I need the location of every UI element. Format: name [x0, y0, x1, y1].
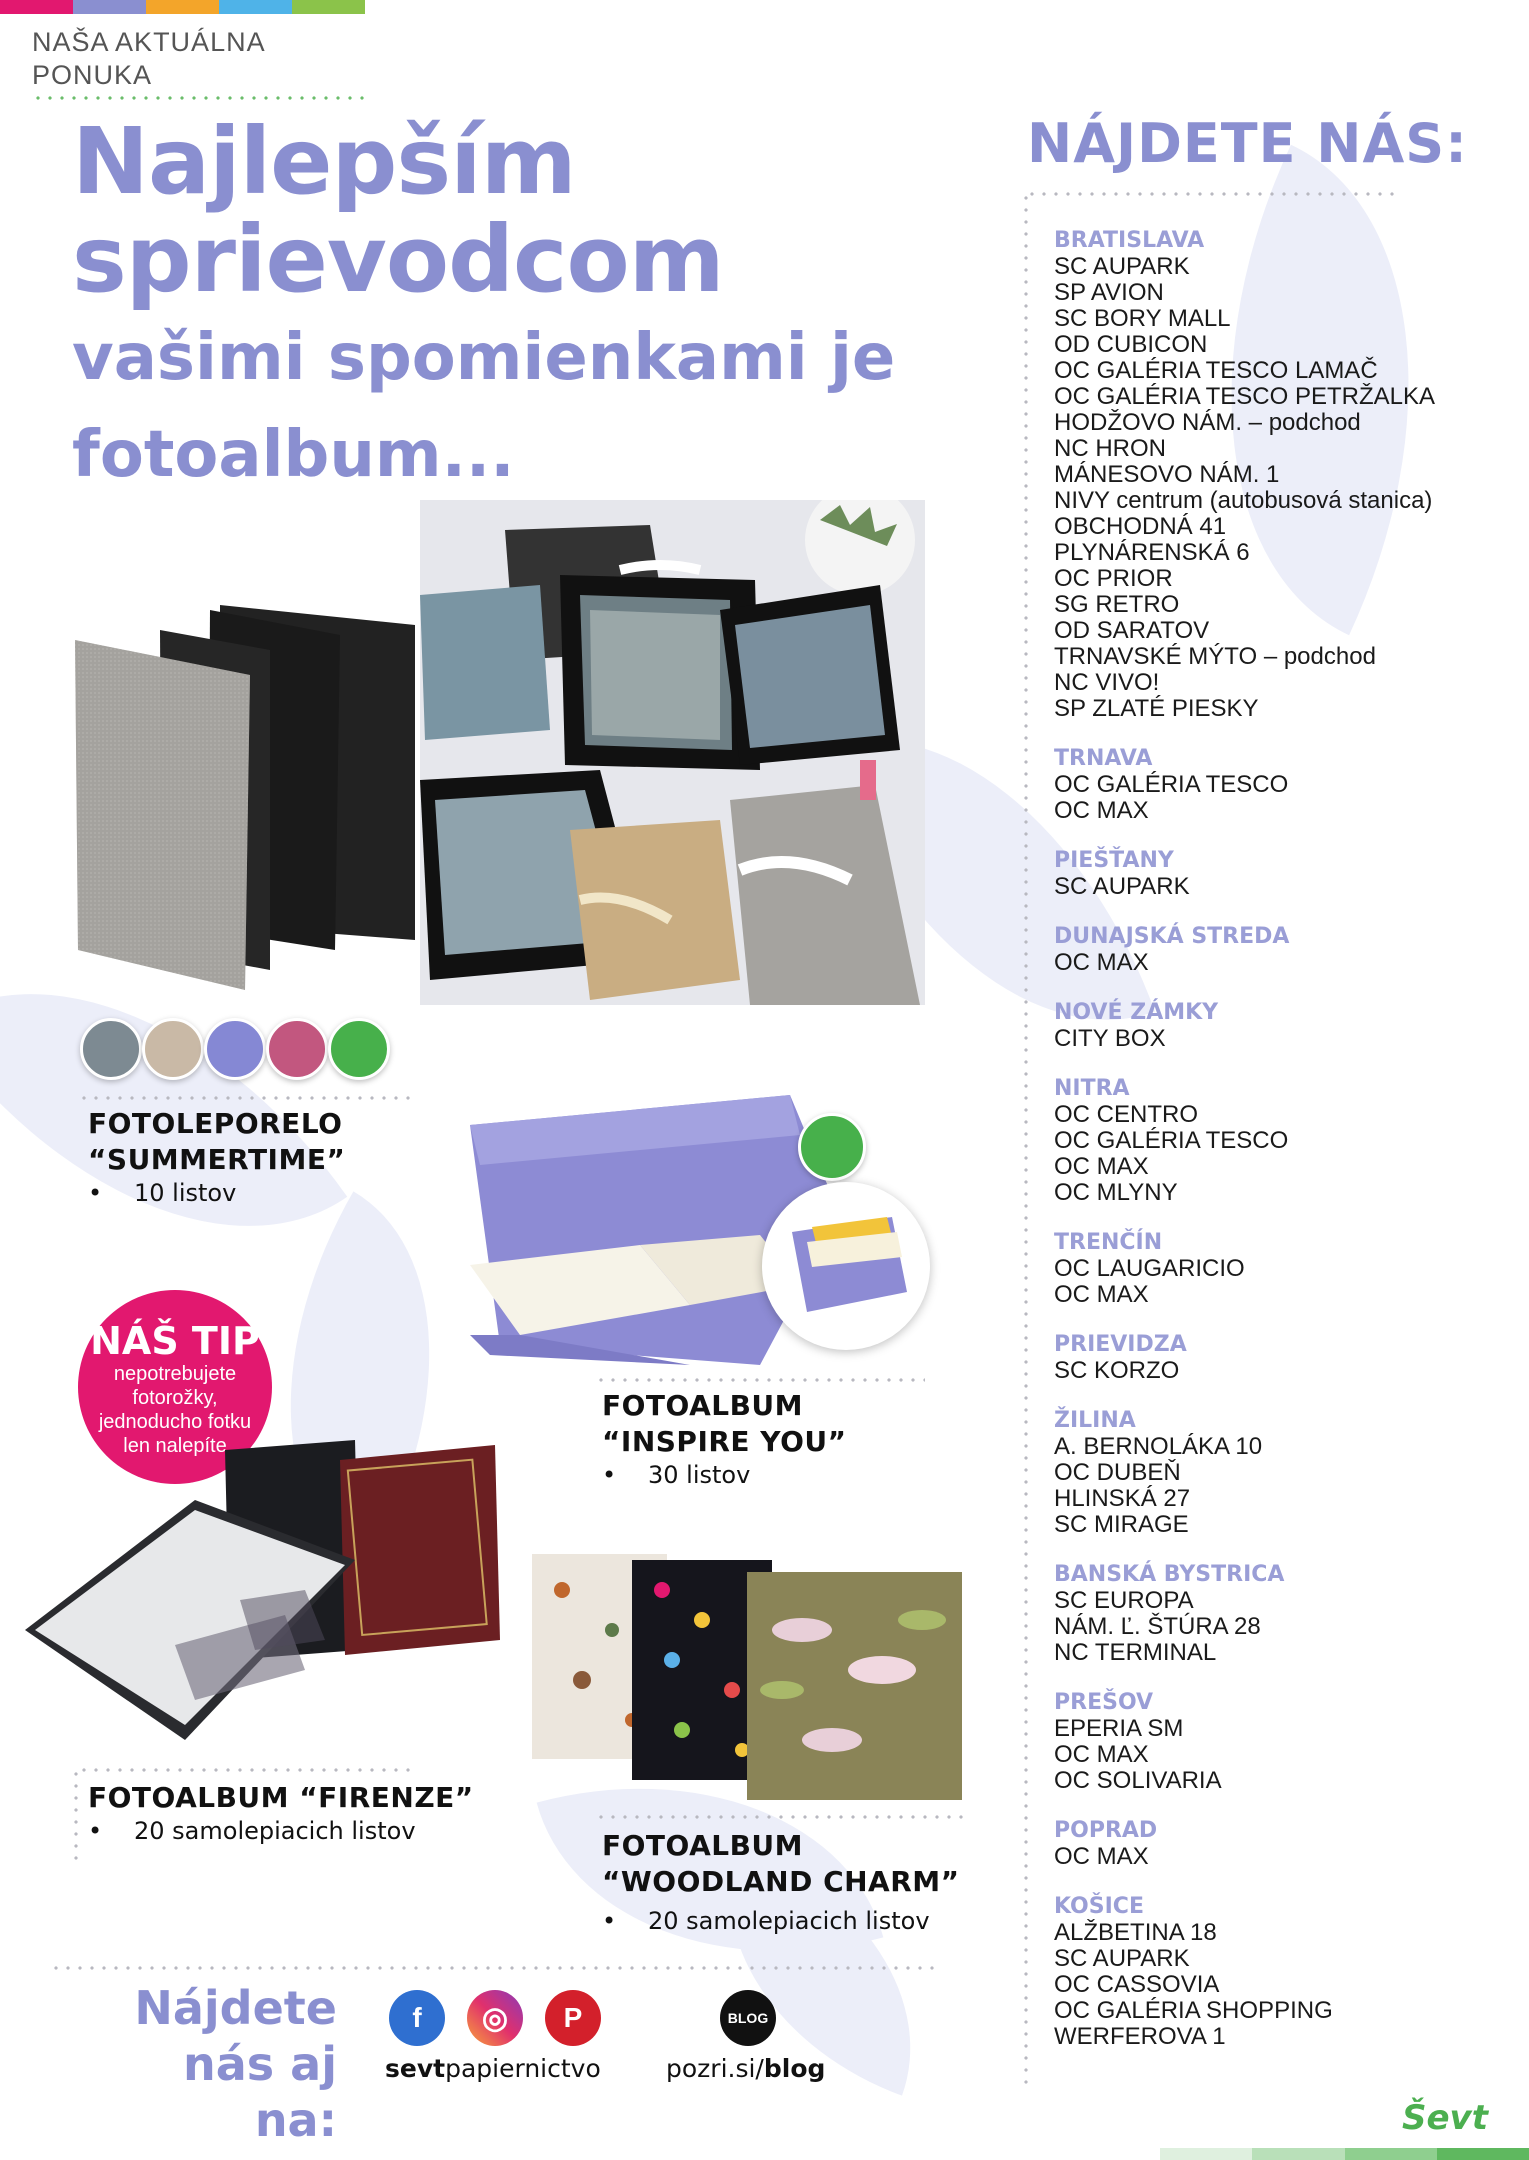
inspire-you-detail-circle: [762, 1182, 930, 1350]
stripe-segment: [1160, 2148, 1252, 2160]
city-block: [1054, 1818, 1514, 1870]
footer-divider: [50, 1966, 940, 1970]
city-name: KOŠICE: [1054, 1894, 1144, 1919]
city-name: PIEŠŤANY: [1054, 848, 1174, 873]
city-block: [1054, 924, 1514, 976]
store-item: OC GALÉRIA SHOPPING: [1054, 1997, 1333, 2024]
offer-label-line1: NAŠA AKTUÁLNA: [32, 27, 266, 57]
color-swatch-beige[interactable]: [142, 1018, 204, 1080]
top-color-stripe: [0, 0, 365, 14]
summertime-title-line2: “SUMMERTIME”: [88, 1143, 346, 1176]
store-item: TRNAVSKÉ MÝTO – podchod: [1054, 643, 1376, 670]
color-swatch-pink[interactable]: [266, 1018, 328, 1080]
bullet-mark: •: [88, 1817, 103, 1845]
city-block: [1054, 1076, 1514, 1206]
find-us-divider: [1026, 192, 1401, 196]
city-block: [1054, 1690, 1514, 1794]
find-us-title: NÁJDETE NÁS:: [1027, 112, 1468, 175]
woodland-divider: [595, 1815, 965, 1819]
store-item: OC MAX: [1054, 797, 1149, 824]
store-item: SC AUPARK: [1054, 873, 1190, 900]
store-item: NC HRON: [1054, 435, 1166, 462]
store-item: OC CASSOVIA: [1054, 1971, 1220, 1998]
stripe-segment: [0, 0, 73, 14]
store-item: MÁNESOVO NÁM. 1: [1054, 461, 1280, 488]
stripe-segment: [292, 0, 365, 14]
social-label-line2: nás aj na:: [183, 2037, 337, 2147]
stripe-segment: [1345, 2148, 1437, 2160]
inspire-bullet: [602, 1460, 750, 1490]
stripe-segment: [219, 0, 292, 14]
headline-line2: sprievodcom: [72, 206, 724, 313]
store-item: OC GALÉRIA TESCO LAMAČ: [1054, 357, 1378, 384]
social-handle[interactable]: [385, 2054, 601, 2084]
facebook-icon[interactable]: [389, 1990, 445, 2046]
bottom-green-stripe: [1160, 2148, 1529, 2160]
woodland-title-line2: “WOODLAND CHARM”: [602, 1865, 960, 1898]
store-item: OC MLYNY: [1054, 1179, 1178, 1206]
inspire-title-line2: “INSPIRE YOU”: [602, 1425, 847, 1458]
inspire-title: [602, 1388, 847, 1460]
headline-line3: vašimi spomienkami je: [72, 321, 896, 395]
stripe-segment: [146, 0, 219, 14]
stripe-segment: [73, 0, 146, 14]
store-item: OC MAX: [1054, 1153, 1149, 1180]
woodland-title-line1: FOTOALBUM: [602, 1829, 804, 1862]
city-block: [1054, 746, 1514, 824]
headline-line4: fotoalbum...: [72, 418, 515, 492]
store-item: NÁM. Ľ. ŠTÚRA 28: [1054, 1613, 1261, 1640]
woodland-charm-image: [532, 1550, 967, 1805]
headline-line1: Najlepším: [72, 108, 576, 215]
store-item: OC DUBEŇ: [1054, 1459, 1181, 1486]
summertime-divider: [78, 1096, 413, 1100]
city-name: PREŠOV: [1054, 1690, 1154, 1715]
woodland-title: [602, 1828, 960, 1900]
find-us-side-divider: [1024, 192, 1028, 2092]
firenze-bullet-text: 20 samolepiacich listov: [134, 1817, 416, 1845]
firenze-divider: [78, 1768, 413, 1772]
color-swatch-green[interactable]: [328, 1018, 390, 1080]
store-item: ALŽBETINA 18: [1054, 1919, 1217, 1946]
fotoleporelo-image: [70, 600, 420, 1000]
color-swatch-grey[interactable]: [80, 1018, 142, 1080]
store-item: A. BERNOLÁKA 10: [1054, 1433, 1263, 1460]
store-item: CITY BOX: [1054, 1025, 1166, 1052]
social-label-line1: Nájdete: [134, 1981, 337, 2035]
city-name: PRIEVIDZA: [1054, 1332, 1187, 1357]
tip-title: NÁŠ TIP: [90, 1319, 260, 1363]
store-item: NC TERMINAL: [1054, 1639, 1217, 1666]
store-item: OC GALÉRIA TESCO: [1054, 1127, 1289, 1154]
pinterest-glyph: P: [563, 2002, 583, 2033]
instagram-icon[interactable]: [467, 1990, 523, 2046]
city-block: [1054, 848, 1514, 900]
store-item: OD SARATOV: [1054, 617, 1210, 644]
firenze-title: FOTOALBUM “FIRENZE”: [88, 1781, 474, 1814]
color-swatch-green-inspire[interactable]: [798, 1113, 866, 1181]
offer-label: [32, 26, 266, 92]
woodland-bullet-text: 20 samolepiacich listov: [648, 1907, 930, 1935]
store-item: OD CUBICON: [1054, 331, 1208, 358]
store-item: OC SOLIVARIA: [1054, 1767, 1222, 1794]
store-item: OC MAX: [1054, 1281, 1149, 1308]
facebook-glyph: f: [412, 2002, 422, 2033]
store-item: HODŽOVO NÁM. – podchod: [1054, 409, 1361, 436]
city-name: BANSKÁ BYSTRICA: [1054, 1562, 1285, 1587]
firenze-album-image: [25, 1430, 505, 1760]
city-block: [1054, 1894, 1514, 2050]
tip-text-line3: jednoducho fotku: [98, 1411, 252, 1433]
store-item: SC AUPARK: [1054, 253, 1190, 280]
store-item: SC EUROPA: [1054, 1587, 1194, 1614]
blog-badge-text: BLOG: [727, 2010, 769, 2026]
firenze-side-divider: [74, 1768, 78, 1868]
city-name: DUNAJSKÁ STREDA: [1054, 924, 1290, 949]
summertime-bullet: [88, 1178, 236, 1208]
tip-text-line4: len nalepíte: [123, 1435, 227, 1457]
tip-text-line1: nepotrebujete: [113, 1363, 237, 1385]
store-item: OC GALÉRIA TESCO: [1054, 771, 1289, 798]
city-name: BRATISLAVA: [1054, 228, 1205, 253]
summertime-title-line1: FOTOLEPORELO: [88, 1107, 343, 1140]
city-name: TRNAVA: [1054, 746, 1153, 771]
store-item: OC MAX: [1054, 1741, 1149, 1768]
store-item: WERFEROVA 1: [1054, 2023, 1226, 2050]
store-item: OC PRIOR: [1054, 565, 1173, 592]
bullet-mark: •: [602, 1461, 617, 1489]
instagram-glyph: ◎: [481, 2001, 509, 2035]
city-block: [1054, 1408, 1514, 1538]
inspire-bullet-text: 30 listov: [648, 1461, 751, 1489]
bullet-mark: •: [88, 1179, 103, 1207]
blog-link-bold: blog: [763, 2054, 826, 2083]
inspire-title-line1: FOTOALBUM: [602, 1389, 804, 1422]
store-item: PLYNÁRENSKÁ 6: [1054, 539, 1250, 566]
fotoleporelo-lifestyle-photo: [420, 500, 925, 1005]
blog-icon[interactable]: [720, 1990, 776, 2046]
header-divider: [32, 96, 367, 100]
store-item: OC GALÉRIA TESCO PETRŽALKA: [1054, 383, 1435, 410]
store-item: NC VIVO!: [1054, 669, 1160, 696]
summertime-title: [88, 1106, 345, 1178]
store-item: SP AVION: [1054, 279, 1164, 306]
city-block: [1054, 1332, 1514, 1384]
stripe-segment: [1437, 2148, 1529, 2160]
city-block: [1054, 228, 1514, 722]
social-handle-bold: sevt: [385, 2054, 446, 2083]
blog-link[interactable]: [666, 2054, 825, 2084]
store-item: SC AUPARK: [1054, 1945, 1190, 1972]
city-name: POPRAD: [1054, 1818, 1158, 1843]
store-item: OC LAUGARICIO: [1054, 1255, 1245, 1282]
color-swatch-purple[interactable]: [204, 1018, 266, 1080]
pinterest-icon[interactable]: [545, 1990, 601, 2046]
inspire-divider: [595, 1378, 925, 1382]
city-name: NITRA: [1054, 1076, 1130, 1101]
city-block: [1054, 1230, 1514, 1308]
city-name: ŽILINA: [1054, 1408, 1136, 1433]
city-block: [1054, 1000, 1514, 1052]
stripe-segment: [1252, 2148, 1344, 2160]
social-handle-rest: papiernictvo: [445, 2054, 601, 2083]
store-item: NIVY centrum (autobusová stanica): [1054, 487, 1433, 514]
bullet-mark: •: [602, 1907, 617, 1935]
blog-link-prefix: pozri.si/: [666, 2054, 764, 2083]
store-item: SC MIRAGE: [1054, 1511, 1189, 1538]
tip-text-line2: fotorožky,: [132, 1387, 218, 1409]
store-item: SC KORZO: [1054, 1357, 1180, 1384]
store-item: OC CENTRO: [1054, 1101, 1198, 1128]
social-label: [92, 1980, 337, 2148]
store-item: SC BORY MALL: [1054, 305, 1231, 332]
sevt-logo: Ševt: [1402, 2098, 1488, 2138]
store-item: SG RETRO: [1054, 591, 1180, 618]
city-name: NOVÉ ZÁMKY: [1054, 1000, 1219, 1025]
store-item: HLINSKÁ 27: [1054, 1485, 1191, 1512]
store-item: OC MAX: [1054, 949, 1149, 976]
offer-label-line2: PONUKA: [32, 60, 153, 90]
store-item: OBCHODNÁ 41: [1054, 513, 1227, 540]
woodland-bullet: [602, 1906, 930, 1936]
city-name: TRENČÍN: [1054, 1230, 1163, 1255]
store-item: EPERIA SM: [1054, 1715, 1184, 1742]
store-list: [1054, 228, 1514, 2074]
city-block: [1054, 1562, 1514, 1666]
firenze-bullet: [88, 1816, 416, 1846]
store-item: SP ZLATÉ PIESKY: [1054, 695, 1259, 722]
store-item: OC MAX: [1054, 1843, 1149, 1870]
summertime-bullet-text: 10 listov: [134, 1179, 237, 1207]
